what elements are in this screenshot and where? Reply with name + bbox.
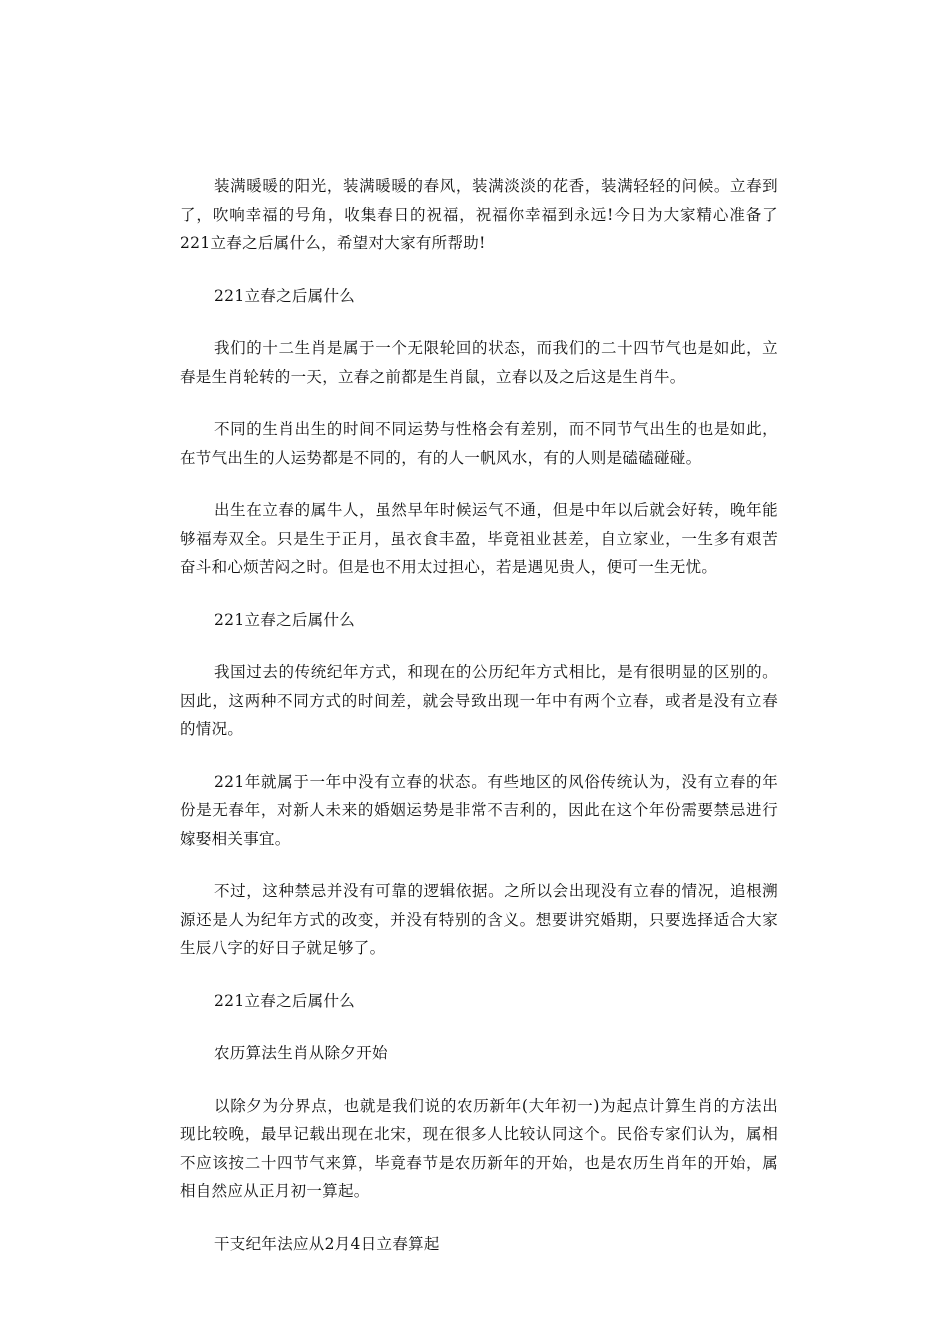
body-paragraph: 不过，这种禁忌并没有可靠的逻辑依据。之所以会出现没有立春的情况，追根溯源还是人为纪年方式的改变，并没有特别的含义。想要讲究婚期，只要选择适合大家生辰八字的好日子就足够了。 (180, 882, 778, 957)
body-paragraph: 不同的生肖出生的时间不同运势与性格会有差别，而不同节气出生的也是如此，在节气出生的人运势都是不同的，有的人一帆风水，有的人则是磕磕碰碰。 (180, 420, 778, 467)
body-paragraph: 出生在立春的属牛人，虽然早年时候运气不通，但是中年以后就会好转，晚年能够福寿双全。只是生于正月，虽衣食丰盈，毕竟祖业甚差，自立家业，一生多有艰苦奋斗和心烦苦闷之时。但是也不用太过担心，若是遇见贵人，便可一生无忧。 (180, 501, 778, 576)
section-heading: 221立春之后属什么 (214, 610, 356, 629)
document-body (180, 172, 778, 1282)
body-paragraph: 我们的十二生肖是属于一个无限轮回的状态，而我们的二十四节气也是如此，立春是生肖轮转的一天，立春之前都是生肖鼠，立春以及之后这是生肖牛。 (180, 339, 778, 386)
section-heading: 221立春之后属什么 (214, 286, 356, 305)
body-paragraph: 以除夕为分界点，也就是我们说的农历新年(大年初一)为起点计算生肖的方法出现比较晚，最早记载出现在北宋，现在很多人比较认同这个。民俗专家们认为，属相不应该按二十四节气来算，毕竟春节是农历新年的开始，也是农历生肖年的开始，属相自然应从正月初一算起。 (180, 1096, 778, 1200)
subsection-heading: 干支纪年法应从2月4日立春算起 (214, 1234, 440, 1253)
section-heading: 221立春之后属什么 (214, 991, 356, 1010)
subsection-heading: 农历算法生肖从除夕开始 (214, 1044, 388, 1062)
intro-paragraph: 装满暖暖的阳光，装满暖暖的春风，装满淡淡的花香，装满轻轻的问候。立春到了，吹响幸福的号角，收集春日的祝福，祝福你幸福到永远!今日为大家精心准备了221立春之后属什么，希望对大家有所帮助! (180, 177, 778, 252)
body-paragraph: 221年就属于一年中没有立春的状态。有些地区的风俗传统认为，没有立春的年份是无春年，对新人未来的婚姻运势是非常不吉利的，因此在这个年份需要禁忌进行嫁娶相关事宜。 (180, 772, 778, 848)
body-paragraph: 我国过去的传统纪年方式，和现在的公历纪年方式相比，是有很明显的区别的。因此，这两种不同方式的时间差，就会导致出现一年中有两个立春，或者是没有立春的情况。 (180, 663, 778, 738)
